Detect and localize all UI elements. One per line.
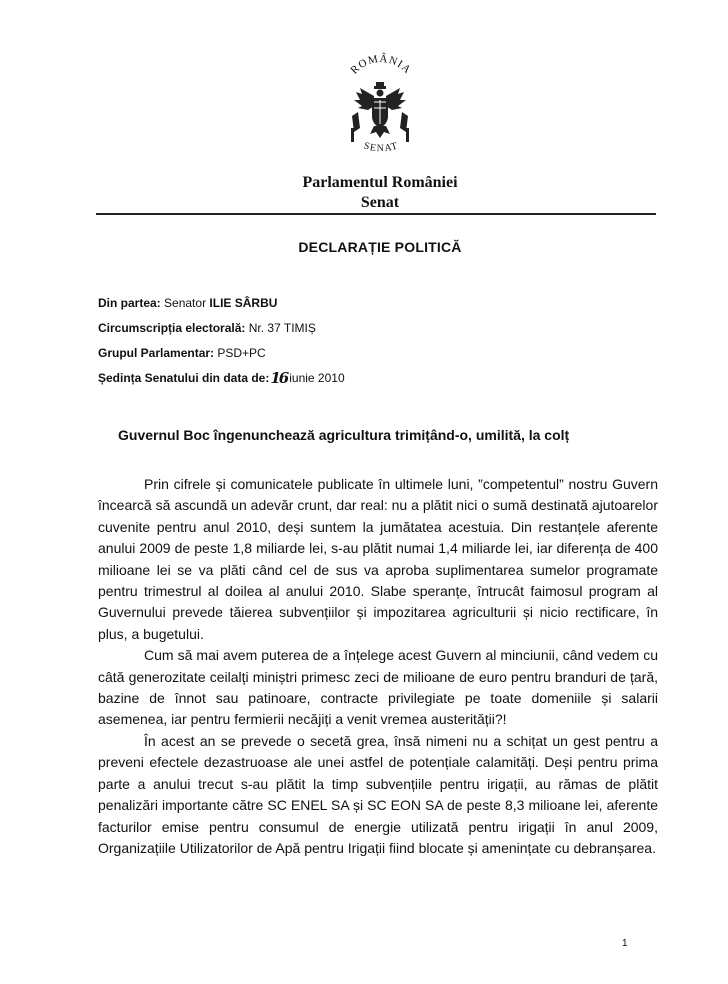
- document-title: DECLARAȚIE POLITICĂ: [298, 239, 462, 255]
- institution-line1: Parlamentul României: [302, 174, 458, 191]
- session-label: Ședința Senatului din data de:: [98, 371, 270, 385]
- svg-text:SENAT: [362, 141, 399, 155]
- session-day-handwritten: 16: [270, 369, 288, 387]
- district-label: Circumscripția electorală:: [98, 321, 246, 335]
- session-month-year: iunie 2010: [289, 371, 345, 385]
- header-divider: [96, 213, 656, 215]
- paragraph: Prin cifrele și comunicatele publicate în ultimele luni, ”competentul” nostru Guvern încearcă să ascundă un adevăr crunt, dar real: nu a plătit nici o sumă destinată ajutoarelor cuvenite pentru anul 2010, deși suntem la jumătatea acestuia. Din restanțele aferente anului 2009 de peste 1,8 miliarde lei, s-au plătit numai 1,4 miliarde lei, iar diferența de 400 milioane lei se va plăti când cel de sus va aproba suplimentarea sumelor programate pentru trimestrul al doilea al anului 2010. Slabe speranțe, întrucât faimosul program al Guvernului prevede tăierea subvențiilor și impozitarea agriculturii și nicio rectificare, în plus, a bugetului.: [98, 476, 658, 642]
- group-value: PSD+PC: [217, 346, 266, 360]
- declaration-subtitle: Guvernul Boc îngenunchează agricultura trimițând-o, umilită, la colț: [118, 427, 570, 443]
- district-value: Nr. 37 TIMIȘ: [248, 321, 316, 335]
- author-value: Senator: [164, 296, 207, 310]
- paragraph: În acest an se prevede o secetă grea, însă nimeni nu a schițat un gest pentru a preveni efectele dezastruoase ale unei astfel de potențiale calamități. Deși pentru prima parte a anului trecut s-au plătit la timp subvențiile pentru irigații, au rămas de plătit penalizări importante către SC ENEL SA și SC EON SA de peste 8,3 milioane lei, aferente facturilor emise pentru consumul de energie utilizată pentru irigații în anul 2009, Organizațiile Utilizatorilor de Apă pentru Irigații fiind blocate și amenințate cu debranșarea.: [98, 732, 658, 856]
- meta-author: [98, 296, 277, 310]
- group-label: Grupul Parlamentar:: [98, 346, 215, 360]
- paragraph: Cum să mai avem puterea de a înțelege acest Guvern al minciunii, când vedem cu câtă generozitate ceilalți miniștri primesc zeci de milioane de euro pentru branduri de țară, bazine de înnot sau patinoare, contracte privilegiate pe toate domeniile și salarii asemenea, iar pentru fermierii necăjiți a venit vremea austerității?!: [98, 647, 658, 728]
- meta-group: [98, 346, 266, 360]
- coat-of-arms-emblem: [330, 48, 430, 166]
- declaration-body: [98, 474, 658, 859]
- page-number: 1: [622, 938, 628, 949]
- author-label: Din partea:: [98, 296, 161, 310]
- meta-session: [98, 371, 345, 385]
- emblem-bottom-text: SENAT: [362, 140, 400, 155]
- emblem-top-text: ROMÂNIA: [348, 52, 414, 77]
- svg-text:ROMÂNIA: [348, 53, 413, 77]
- institution-line2: Senat: [360, 194, 400, 211]
- author-name: ILIE SÂRBU: [209, 296, 278, 310]
- meta-district: [98, 321, 316, 335]
